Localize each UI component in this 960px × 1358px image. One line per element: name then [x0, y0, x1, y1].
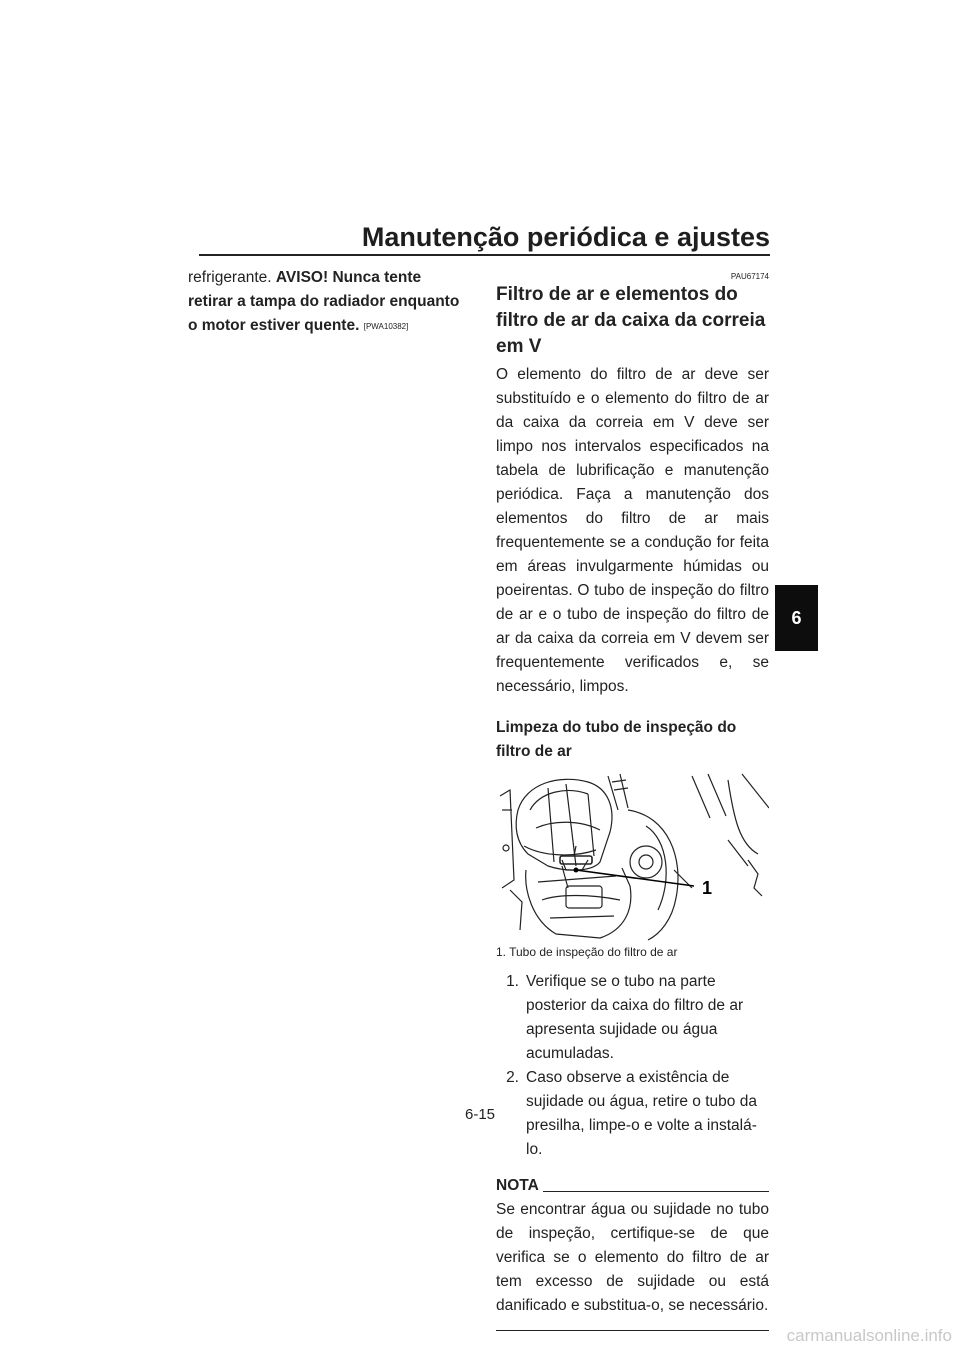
figure-callout-1: 1	[702, 878, 713, 898]
subheading: Limpeza do tubo de inspeção do filtro de ar	[496, 719, 737, 760]
step-number: 2.	[506, 1069, 519, 1086]
figure-caption: 1. Tubo de inspeção do filtro de ar	[496, 945, 678, 959]
right-column	[496, 272, 769, 1331]
note-label: NOTA	[496, 1177, 539, 1194]
left-column	[188, 266, 463, 339]
section-title: Filtro de ar e elementos do filtro de ar da caixa da correia em V	[496, 284, 766, 357]
page-number: 6-15	[464, 1106, 496, 1123]
title-rule	[199, 254, 770, 256]
warning-code: [PWA10382]	[363, 322, 409, 331]
chapter-tab: 6	[775, 585, 818, 651]
steps-list	[496, 970, 769, 1162]
figure-air-filter-check-hose	[496, 770, 769, 942]
note-header	[496, 1176, 769, 1196]
step-number: 1.	[506, 973, 519, 990]
page-title: Manutenção periódica e ajustes	[361, 222, 770, 252]
step-text: Verifique se o tubo na parte posterior da caixa do filtro de ar apresenta sujidade ou água acumuladas.	[526, 973, 744, 1062]
warning-text: AVISO! Nunca tente retirar a tampa do radiador enquanto o motor estiver quente.	[188, 269, 460, 334]
watermark: carmanualsonline.info	[786, 1326, 952, 1345]
note-text: Se encontrar água ou sujidade no tubo de inspeção, certifique-se de que verifica se o elemento do filtro de ar tem excesso de sujidade ou está danificado e substitua-o, se necessário.	[496, 1201, 769, 1314]
engine-illustration	[496, 770, 769, 942]
section-code: PAU67174	[730, 272, 769, 281]
section-body: O elemento do filtro de ar deve ser substituído e o elemento do filtro de ar da caixa da correia em V deve ser limpo nos intervalos especificados na tabela de lubrificação e manutenção periódica. Faça a manutenção dos elementos do filtro de ar mais frequentemente se a condução for feita em áreas invulgarmente húmidas ou poeirentas. O tubo de inspeção do filtro de ar e o tubo de inspeção do filtro de ar da caixa da correia em V devem ser frequentemente verificados e, se necessário, limpos.	[496, 366, 769, 695]
step-item	[496, 970, 769, 1066]
note-end-rule	[496, 1330, 769, 1331]
step-text: Caso observe a existência de sujidade ou água, retire o tubo da presilha, limpe-o e volte a instalá-lo.	[526, 1069, 757, 1158]
note-rule	[543, 1191, 769, 1192]
continued-text: refrigerante.	[188, 269, 276, 286]
